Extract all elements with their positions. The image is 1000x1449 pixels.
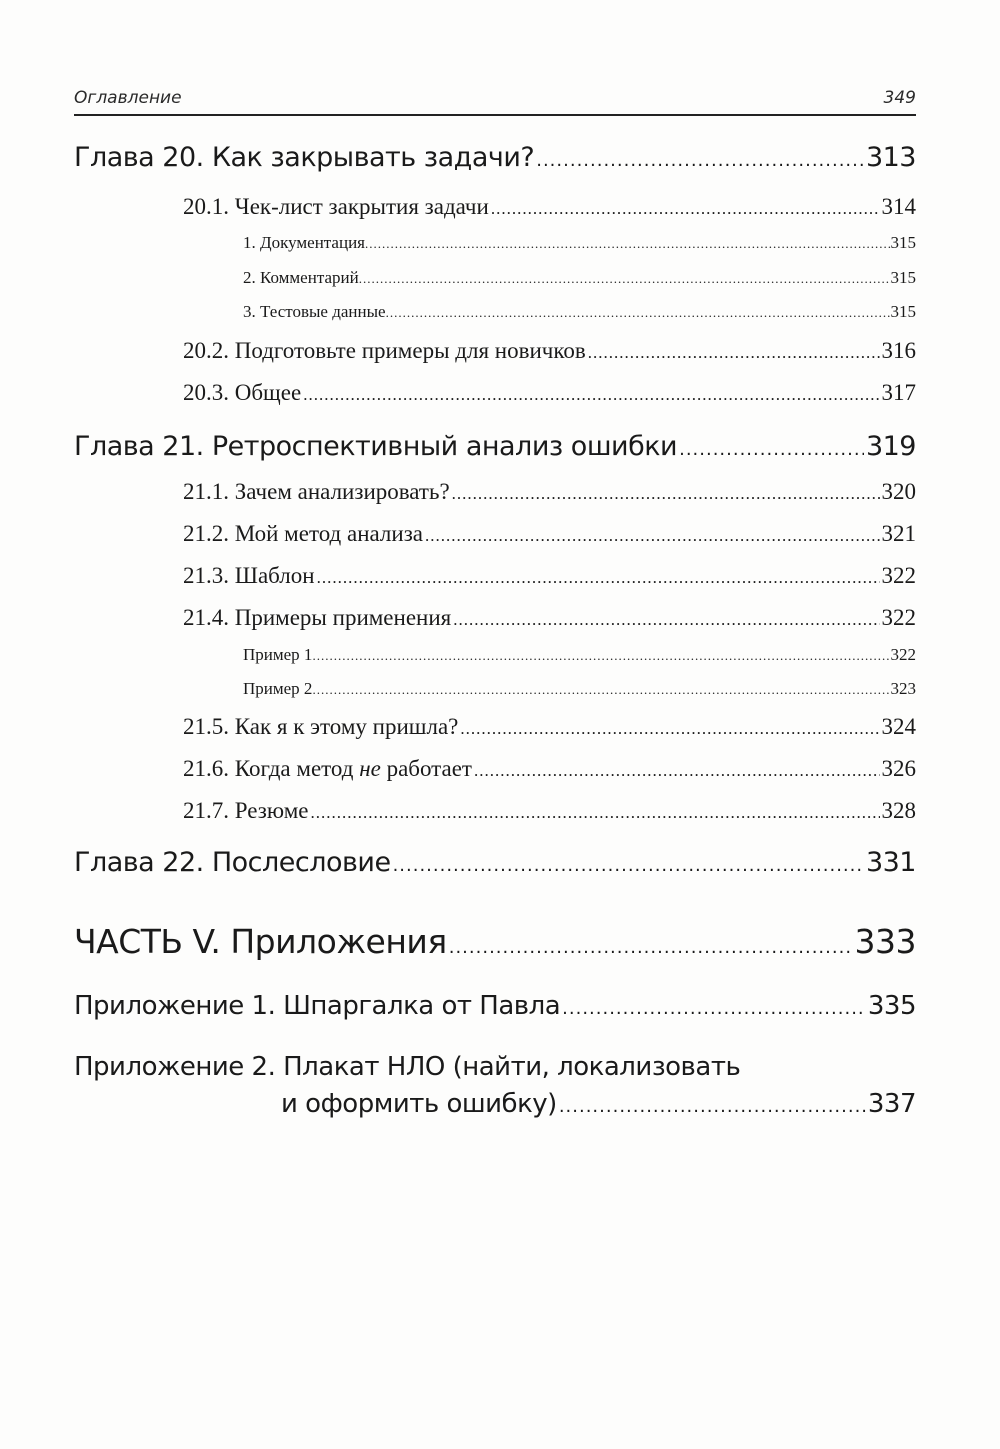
toc-entry-label: 1. Документация: [243, 233, 365, 252]
toc-entry-subsection-20-1-1[interactable]: [243, 233, 916, 253]
toc-entry-subsection-21-4-1[interactable]: [243, 645, 916, 665]
toc-entry-label: 2. Комментарий: [243, 268, 359, 287]
toc-entry-section-21-5[interactable]: [183, 714, 916, 740]
toc-entry-page: 326: [881, 756, 916, 781]
dot-leader: [312, 648, 890, 664]
toc-entry-label: 21.1. Зачем анализировать?: [183, 479, 450, 504]
dot-leader: [474, 761, 880, 781]
toc-entry-label: Пример 2: [243, 679, 313, 698]
toc-entry-page: 331: [865, 847, 916, 878]
toc-entry-appendix-2[interactable]: [281, 1089, 916, 1119]
dot-leader: [588, 343, 880, 363]
toc-entry-section-21-1[interactable]: [183, 479, 916, 505]
toc-entry-chapter-20[interactable]: [74, 142, 916, 173]
toc-entry-label: и оформить ошибку): [281, 1089, 557, 1119]
toc-entry-label: Глава 20. Как закрывать задачи?: [74, 142, 535, 173]
toc-entry-page: 313: [865, 142, 916, 173]
dot-leader: [310, 803, 879, 823]
emphasis-word: не: [359, 756, 381, 781]
dot-leader: [452, 484, 880, 504]
dot-leader: [536, 150, 864, 171]
dot-leader: [679, 439, 864, 460]
dot-leader: [312, 682, 890, 698]
toc-entry-section-21-7[interactable]: [183, 798, 916, 824]
toc-entry-chapter-22[interactable]: [74, 847, 916, 878]
toc-entry-label: 20.1. Чек-лист закрытия задачи: [183, 194, 489, 219]
dot-leader: [303, 385, 879, 405]
toc-entry-page: 315: [890, 302, 916, 321]
toc-entry-page: 322: [890, 645, 916, 664]
dot-leader: [449, 937, 853, 958]
toc-entry-page: 333: [854, 922, 916, 961]
toc-entry-page: 328: [881, 798, 916, 823]
header-section-title: Оглавление: [74, 88, 182, 108]
dot-leader: [425, 526, 880, 546]
toc-entry-page: 337: [867, 1089, 916, 1119]
toc-entry-label: 21.6. Когда метод не работает: [183, 756, 472, 781]
dot-leader: [386, 305, 891, 321]
dot-leader: [359, 271, 891, 287]
toc-entry-part-5[interactable]: [74, 922, 916, 961]
toc-entry-page: 314: [881, 194, 916, 219]
header-rule: [74, 114, 916, 116]
toc-entry-label: 20.2. Подготовьте примеры для новичков: [183, 338, 586, 363]
dot-leader: [365, 236, 891, 252]
toc-entry-label: 21.7. Резюме: [183, 798, 309, 823]
toc-entry-section-21-3[interactable]: [183, 563, 916, 589]
toc-entry-section-21-6[interactable]: [183, 756, 916, 782]
running-header: [74, 88, 916, 112]
toc-entry-label: ЧАСТЬ V. Приложения: [74, 922, 447, 961]
toc-entry-page: 335: [867, 991, 916, 1021]
toc-entry-section-21-4[interactable]: [183, 605, 916, 631]
toc-entry-label: Приложение 1. Шпаргалка от Павла: [74, 991, 561, 1021]
dot-leader: [453, 610, 879, 630]
toc-entry-page: 324: [881, 714, 916, 739]
dot-leader: [491, 199, 880, 219]
toc-entry-section-21-2[interactable]: [183, 521, 916, 547]
toc-entry-subsection-20-1-2[interactable]: [243, 268, 916, 288]
toc-entry-label: 21.5. Как я к этому пришла?: [183, 714, 459, 739]
toc-entry-label: 21.3. Шаблон: [183, 563, 315, 588]
toc-entry-label: Глава 22. Послесловие: [74, 847, 391, 878]
toc-entry-label: 21.4. Примеры применения: [183, 605, 452, 630]
toc-entry-page: 322: [881, 563, 916, 588]
header-page-number: 349: [883, 88, 916, 108]
toc-entry-page: 315: [890, 233, 916, 252]
toc-entry-chapter-21[interactable]: [74, 431, 916, 462]
toc-entry-page: 315: [890, 268, 916, 287]
toc-entry-label: 20.3. Общее: [183, 380, 302, 405]
dot-leader: [393, 855, 864, 876]
toc-entry-subsection-21-4-2[interactable]: [243, 679, 916, 699]
toc-entry-label: 3. Тестовые данные: [243, 302, 386, 321]
toc-entry-section-20-1[interactable]: [183, 194, 916, 220]
toc-entry-page: 320: [881, 479, 916, 504]
dot-leader: [562, 998, 866, 1019]
toc-entry-page: 319: [865, 431, 916, 462]
toc-entry-label: Глава 21. Ретроспективный анализ ошибки: [74, 431, 678, 462]
toc-entry-subsection-20-1-3[interactable]: [243, 302, 916, 322]
dot-leader: [460, 719, 879, 739]
toc-entry-section-20-2[interactable]: [183, 338, 916, 364]
toc-entry-appendix-2-line1[interactable]: Приложение 2. Плакат НЛО (найти, локализовать: [74, 1052, 741, 1082]
dot-leader: [559, 1096, 866, 1117]
toc-entry-section-20-3[interactable]: [183, 380, 916, 406]
toc-entry-label: 21.2. Мой метод анализа: [183, 521, 423, 546]
dot-leader: [317, 568, 880, 588]
toc-entry-page: 321: [881, 521, 916, 546]
toc-entry-page: 323: [890, 679, 916, 698]
toc-entry-page: 317: [881, 380, 916, 405]
toc-entry-page: 316: [881, 338, 916, 363]
toc-entry-label: Пример 1: [243, 645, 313, 664]
toc-entry-appendix-1[interactable]: [74, 991, 916, 1021]
toc-entry-page: 322: [881, 605, 916, 630]
